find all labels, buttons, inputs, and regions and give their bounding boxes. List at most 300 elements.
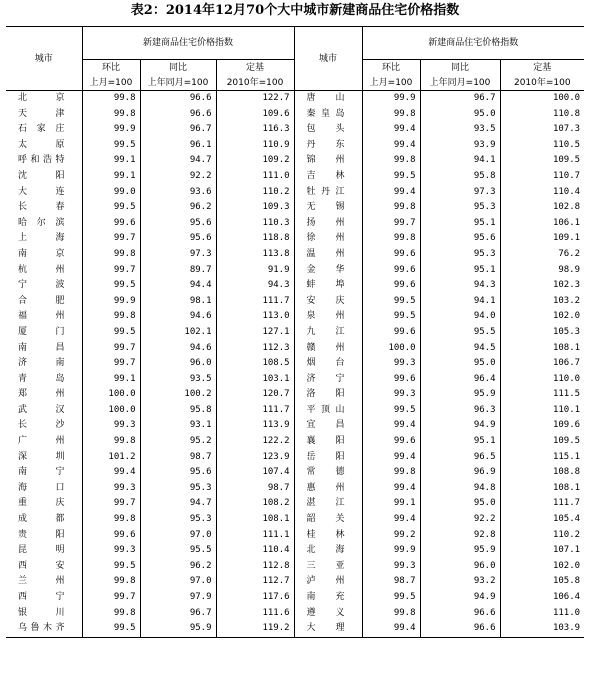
city-name: 乌鲁木齐: [18, 623, 66, 634]
base-value: 102.8: [500, 200, 584, 216]
base-value: 110.7: [500, 169, 584, 185]
yoy-value: 94.4: [140, 278, 216, 294]
mom-value: 100.0: [82, 403, 140, 419]
table-row: [6, 606, 584, 622]
city-name: 南 京: [18, 248, 66, 259]
mom-value: 99.5: [82, 278, 140, 294]
table-row: [6, 107, 584, 123]
city-name: 广 州: [18, 436, 66, 447]
table-row: [6, 325, 584, 341]
base-value: 102.3: [500, 278, 584, 294]
city-name: 平顶山: [294, 403, 362, 419]
base-value: 110.4: [216, 543, 294, 559]
city-name: 太 原: [18, 139, 66, 150]
yoy-value: 95.3: [140, 512, 216, 528]
table-row: [6, 434, 584, 450]
base-value: 112.3: [216, 341, 294, 357]
base-value: 110.2: [216, 185, 294, 201]
mom-value: 99.8: [82, 574, 140, 590]
mom-value: 99.7: [82, 356, 140, 372]
base-sub-right: 2010年=100: [500, 76, 584, 91]
city-name: 南 昌: [18, 342, 66, 353]
yoy-value: 96.7: [140, 122, 216, 138]
base-value: 111.1: [216, 528, 294, 544]
mom-value: 98.7: [362, 574, 420, 590]
mom-value: 99.5: [82, 621, 140, 637]
base-value: 106.4: [500, 590, 584, 606]
base-value: 105.3: [500, 325, 584, 341]
yoy-value: 93.5: [140, 372, 216, 388]
yoy-value: 95.6: [140, 465, 216, 481]
table-row: [6, 512, 584, 528]
table-row: [6, 543, 584, 559]
city-name: 郑 州: [18, 389, 66, 400]
base-value: 112.7: [216, 574, 294, 590]
table-row: [6, 200, 584, 216]
base-value: 102.0: [500, 559, 584, 575]
base-value: 111.6: [216, 606, 294, 622]
base-value: 110.1: [500, 403, 584, 419]
base-value: 109.5: [500, 153, 584, 169]
mom-sub-right: 上月=100: [362, 76, 420, 91]
yoy-value: 95.0: [420, 356, 500, 372]
yoy-value: 94.7: [140, 496, 216, 512]
mom-value: 101.2: [82, 450, 140, 466]
base-value: 110.4: [500, 185, 584, 201]
mom-header-left: 环比: [82, 60, 140, 77]
base-value: 120.7: [216, 387, 294, 403]
mom-value: 99.8: [362, 606, 420, 622]
table-row: [6, 528, 584, 544]
mom-value: 99.5: [362, 309, 420, 325]
base-value: 108.1: [216, 512, 294, 528]
base-sub-left: 2010年=100: [216, 76, 294, 91]
city-name: 贵 阳: [18, 529, 66, 540]
mom-value: 99.4: [362, 122, 420, 138]
table-body: [6, 91, 584, 638]
table-row: [6, 153, 584, 169]
yoy-value: 95.0: [420, 107, 500, 123]
mom-value: 99.9: [362, 91, 420, 107]
mom-value: 99.6: [362, 372, 420, 388]
city-name: 丹 东: [294, 138, 362, 154]
base-value: 105.4: [500, 512, 584, 528]
mom-value: 99.3: [362, 559, 420, 575]
mom-value: 99.8: [362, 153, 420, 169]
yoy-value: 93.2: [420, 574, 500, 590]
table-row: [6, 465, 584, 481]
yoy-value: 97.0: [140, 574, 216, 590]
city-name: 宜 昌: [294, 418, 362, 434]
city-name: 成 都: [18, 514, 66, 525]
mom-value: 99.3: [362, 387, 420, 403]
base-value: 107.1: [500, 543, 584, 559]
table-row: [6, 621, 584, 637]
base-value: 106.1: [500, 216, 584, 232]
mom-value: 99.5: [362, 294, 420, 310]
yoy-value: 96.6: [420, 606, 500, 622]
city-name: 青 岛: [18, 373, 66, 384]
city-name: 岳 阳: [294, 450, 362, 466]
group-header-right: 新建商品住宅价格指数: [362, 27, 584, 60]
mom-value: 99.7: [82, 341, 140, 357]
city-name: 石家庄: [18, 124, 66, 135]
city-name: 泸 州: [294, 574, 362, 590]
city-name: 宁 波: [18, 280, 66, 291]
city-name: 金 华: [294, 263, 362, 279]
yoy-value: 95.6: [420, 231, 500, 247]
yoy-value: 94.0: [420, 309, 500, 325]
table-row: [6, 574, 584, 590]
base-value: 109.3: [216, 200, 294, 216]
city-name: 惠 州: [294, 481, 362, 497]
mom-value: 99.5: [82, 559, 140, 575]
city-name: 南 宁: [18, 467, 66, 478]
city-name: 重 庆: [18, 498, 66, 509]
price-index-table: [6, 26, 584, 638]
city-name: 兰 州: [18, 576, 66, 587]
yoy-value: 93.5: [420, 122, 500, 138]
city-name: 银 川: [18, 607, 66, 618]
city-name: 韶 关: [294, 512, 362, 528]
base-value: 116.3: [216, 122, 294, 138]
mom-value: 99.4: [362, 621, 420, 637]
mom-value: 99.8: [82, 247, 140, 263]
mom-value: 99.7: [362, 216, 420, 232]
yoy-value: 95.3: [140, 481, 216, 497]
city-name: 唐 山: [294, 91, 362, 107]
table-row: [6, 496, 584, 512]
base-value: 110.9: [216, 138, 294, 154]
yoy-value: 96.7: [140, 606, 216, 622]
city-name: 昆 明: [18, 545, 66, 556]
yoy-value: 92.2: [420, 512, 500, 528]
base-value: 109.1: [500, 231, 584, 247]
yoy-value: 95.1: [420, 216, 500, 232]
base-value: 117.6: [216, 590, 294, 606]
base-value: 110.3: [216, 216, 294, 232]
yoy-sub-left: 上年同月=100: [140, 76, 216, 91]
table-row: [6, 387, 584, 403]
mom-value: 99.6: [82, 216, 140, 232]
yoy-value: 94.3: [420, 278, 500, 294]
mom-value: 99.4: [82, 465, 140, 481]
yoy-value: 102.1: [140, 325, 216, 341]
yoy-value: 97.9: [140, 590, 216, 606]
base-value: 127.1: [216, 325, 294, 341]
base-value: 106.7: [500, 356, 584, 372]
city-name: 无 锡: [294, 200, 362, 216]
mom-value: 99.8: [362, 465, 420, 481]
table-row: [6, 169, 584, 185]
table-row: [6, 216, 584, 232]
yoy-header-left: 同比: [140, 60, 216, 77]
city-name: 扬 州: [294, 216, 362, 232]
base-value: 103.1: [216, 372, 294, 388]
yoy-value: 95.6: [140, 216, 216, 232]
mom-value: 99.1: [82, 372, 140, 388]
group-header-left: 新建商品住宅价格指数: [82, 27, 294, 60]
yoy-value: 97.0: [140, 528, 216, 544]
mom-value: 99.7: [82, 590, 140, 606]
yoy-value: 96.5: [420, 450, 500, 466]
base-value: 100.0: [500, 91, 584, 107]
yoy-value: 95.8: [140, 403, 216, 419]
base-value: 108.2: [216, 496, 294, 512]
mom-value: 99.6: [362, 434, 420, 450]
mom-value: 99.5: [82, 138, 140, 154]
base-value: 107.4: [216, 465, 294, 481]
mom-value: 99.7: [82, 496, 140, 512]
table-row: [6, 309, 584, 325]
yoy-value: 95.2: [140, 434, 216, 450]
city-name: 温 州: [294, 247, 362, 263]
base-value: 109.5: [500, 434, 584, 450]
yoy-value: 92.2: [140, 169, 216, 185]
yoy-value: 94.7: [140, 153, 216, 169]
mom-value: 99.9: [82, 294, 140, 310]
base-value: 113.8: [216, 247, 294, 263]
yoy-value: 100.2: [140, 387, 216, 403]
yoy-value: 96.2: [140, 559, 216, 575]
mom-value: 99.8: [362, 231, 420, 247]
table-title: 表2：2014年12月70个大中城市新建商品住宅价格指数: [130, 3, 460, 18]
mom-value: 99.0: [82, 185, 140, 201]
mom-value: 99.3: [82, 481, 140, 497]
city-name: 济 南: [18, 358, 66, 369]
yoy-value: 95.3: [420, 200, 500, 216]
mom-value: 99.7: [82, 263, 140, 279]
base-value: 108.5: [216, 356, 294, 372]
table-row: [6, 294, 584, 310]
yoy-value: 97.3: [140, 247, 216, 263]
table-row: [6, 418, 584, 434]
base-value: 110.8: [500, 107, 584, 123]
city-name: 湛 江: [294, 496, 362, 512]
base-value: 111.5: [500, 387, 584, 403]
base-header-left: 定基: [216, 60, 294, 77]
city-name: 秦皇岛: [294, 107, 362, 123]
mom-value: 99.6: [362, 278, 420, 294]
city-name: 哈尔滨: [18, 217, 66, 228]
city-name: 烟 台: [294, 356, 362, 372]
yoy-value: 95.1: [420, 434, 500, 450]
mom-value: 100.0: [362, 341, 420, 357]
mom-sub-left: 上月=100: [82, 76, 140, 91]
yoy-value: 96.4: [420, 372, 500, 388]
base-value: 98.9: [500, 263, 584, 279]
city-name: 长 春: [18, 202, 66, 213]
base-value: 111.7: [500, 496, 584, 512]
mom-value: 99.8: [362, 107, 420, 123]
table-row: [6, 372, 584, 388]
yoy-value: 95.6: [140, 231, 216, 247]
yoy-value: 96.0: [420, 559, 500, 575]
city-name: 赣 州: [294, 341, 362, 357]
yoy-value: 95.0: [420, 496, 500, 512]
table-row: [6, 403, 584, 419]
mom-value: 99.4: [362, 512, 420, 528]
base-value: 118.8: [216, 231, 294, 247]
table-row: [6, 341, 584, 357]
mom-value: 99.1: [362, 496, 420, 512]
yoy-value: 93.9: [420, 138, 500, 154]
mom-value: 99.6: [362, 263, 420, 279]
city-header-right: 城市: [294, 27, 362, 91]
table-row: [6, 231, 584, 247]
table-row: [6, 263, 584, 279]
base-value: 98.7: [216, 481, 294, 497]
table-row: [6, 138, 584, 154]
base-value: 107.3: [500, 122, 584, 138]
yoy-value: 95.5: [420, 325, 500, 341]
city-name: 上 海: [18, 233, 66, 244]
base-value: 108.1: [500, 341, 584, 357]
base-value: 111.0: [216, 169, 294, 185]
mom-header-right: 环比: [362, 60, 420, 77]
base-value: 108.1: [500, 481, 584, 497]
base-value: 110.2: [500, 528, 584, 544]
base-value: 113.9: [216, 418, 294, 434]
base-value: 123.9: [216, 450, 294, 466]
city-name: 深 圳: [18, 451, 66, 462]
mom-value: 99.6: [362, 247, 420, 263]
base-value: 109.2: [216, 153, 294, 169]
mom-value: 99.6: [82, 528, 140, 544]
city-name: 呼和浩特: [18, 155, 66, 166]
base-value: 122.7: [216, 91, 294, 107]
mom-value: 99.8: [82, 434, 140, 450]
base-value: 94.3: [216, 278, 294, 294]
yoy-value: 94.6: [140, 309, 216, 325]
city-header-left: 城市: [34, 53, 53, 64]
yoy-value: 96.0: [140, 356, 216, 372]
table-row: [6, 356, 584, 372]
yoy-value: 94.1: [420, 294, 500, 310]
base-header-right: 定基: [500, 60, 584, 77]
base-value: 112.8: [216, 559, 294, 575]
city-name: 安 庆: [294, 294, 362, 310]
yoy-value: 94.6: [140, 341, 216, 357]
mom-value: 99.8: [82, 512, 140, 528]
base-value: 108.8: [500, 465, 584, 481]
yoy-value: 96.9: [420, 465, 500, 481]
mom-value: 99.9: [362, 543, 420, 559]
table-row: [6, 481, 584, 497]
city-name: 常 德: [294, 465, 362, 481]
city-name: 长 沙: [18, 420, 66, 431]
yoy-value: 98.7: [140, 450, 216, 466]
table-row: [6, 91, 584, 107]
city-name: 济 宁: [294, 372, 362, 388]
base-value: 115.1: [500, 450, 584, 466]
city-name: 包 头: [294, 122, 362, 138]
city-name: 南 充: [294, 590, 362, 606]
city-name: 福 州: [18, 311, 66, 322]
base-value: 110.5: [500, 138, 584, 154]
base-value: 103.9: [500, 621, 584, 637]
city-name: 厦 门: [18, 326, 66, 337]
city-name: 泉 州: [294, 309, 362, 325]
yoy-header-right: 同比: [420, 60, 500, 77]
mom-value: 99.4: [362, 418, 420, 434]
mom-value: 99.5: [362, 590, 420, 606]
base-value: 91.9: [216, 263, 294, 279]
city-name: 徐 州: [294, 231, 362, 247]
mom-value: 99.1: [82, 153, 140, 169]
yoy-value: 95.5: [140, 543, 216, 559]
yoy-value: 89.7: [140, 263, 216, 279]
base-value: 122.2: [216, 434, 294, 450]
yoy-value: 95.9: [420, 387, 500, 403]
city-name: 西 宁: [18, 592, 66, 602]
mom-value: 99.5: [362, 403, 420, 419]
base-value: 76.2: [500, 247, 584, 263]
table-row: [6, 590, 584, 606]
city-name: 大 连: [18, 186, 66, 197]
mom-value: 99.4: [362, 138, 420, 154]
yoy-value: 96.6: [420, 621, 500, 637]
mom-value: 99.8: [82, 606, 140, 622]
base-value: 102.0: [500, 309, 584, 325]
city-name: 蚌 埠: [294, 278, 362, 294]
mom-value: 99.5: [82, 200, 140, 216]
mom-value: 99.3: [82, 418, 140, 434]
yoy-value: 92.8: [420, 528, 500, 544]
yoy-value: 94.1: [420, 153, 500, 169]
city-name: 北 京: [18, 93, 66, 103]
city-name: 沈 阳: [18, 170, 66, 181]
mom-value: 99.3: [82, 543, 140, 559]
yoy-value: 96.2: [140, 200, 216, 216]
table-row: [6, 247, 584, 263]
yoy-sub-right: 上年同月=100: [420, 76, 500, 91]
yoy-value: 96.1: [140, 138, 216, 154]
base-value: 103.2: [500, 294, 584, 310]
base-value: 111.0: [500, 606, 584, 622]
mom-value: 99.2: [362, 528, 420, 544]
city-name: 西 安: [18, 560, 66, 571]
yoy-value: 94.5: [420, 341, 500, 357]
table-row: [6, 450, 584, 466]
mom-value: 99.8: [362, 200, 420, 216]
yoy-value: 95.9: [420, 543, 500, 559]
yoy-value: 94.9: [420, 590, 500, 606]
mom-value: 99.5: [82, 325, 140, 341]
city-name: 遵 义: [294, 606, 362, 622]
yoy-value: 94.9: [420, 418, 500, 434]
city-name: 锦 州: [294, 153, 362, 169]
mom-value: 99.8: [82, 107, 140, 123]
table-row: [6, 278, 584, 294]
mom-value: 99.6: [362, 325, 420, 341]
base-value: 119.2: [216, 621, 294, 637]
city-name: 合 肥: [18, 295, 66, 306]
mom-value: 99.9: [82, 122, 140, 138]
base-value: 109.6: [500, 418, 584, 434]
mom-value: 99.1: [82, 169, 140, 185]
city-name: 牡丹江: [294, 185, 362, 201]
city-name: 桂 林: [294, 528, 362, 544]
mom-value: 99.7: [82, 231, 140, 247]
city-name: 吉 林: [294, 169, 362, 185]
mom-value: 99.4: [362, 185, 420, 201]
mom-value: 100.0: [82, 387, 140, 403]
city-name: 九 江: [294, 325, 362, 341]
yoy-value: 93.1: [140, 418, 216, 434]
yoy-value: 96.7: [420, 91, 500, 107]
base-value: 113.0: [216, 309, 294, 325]
